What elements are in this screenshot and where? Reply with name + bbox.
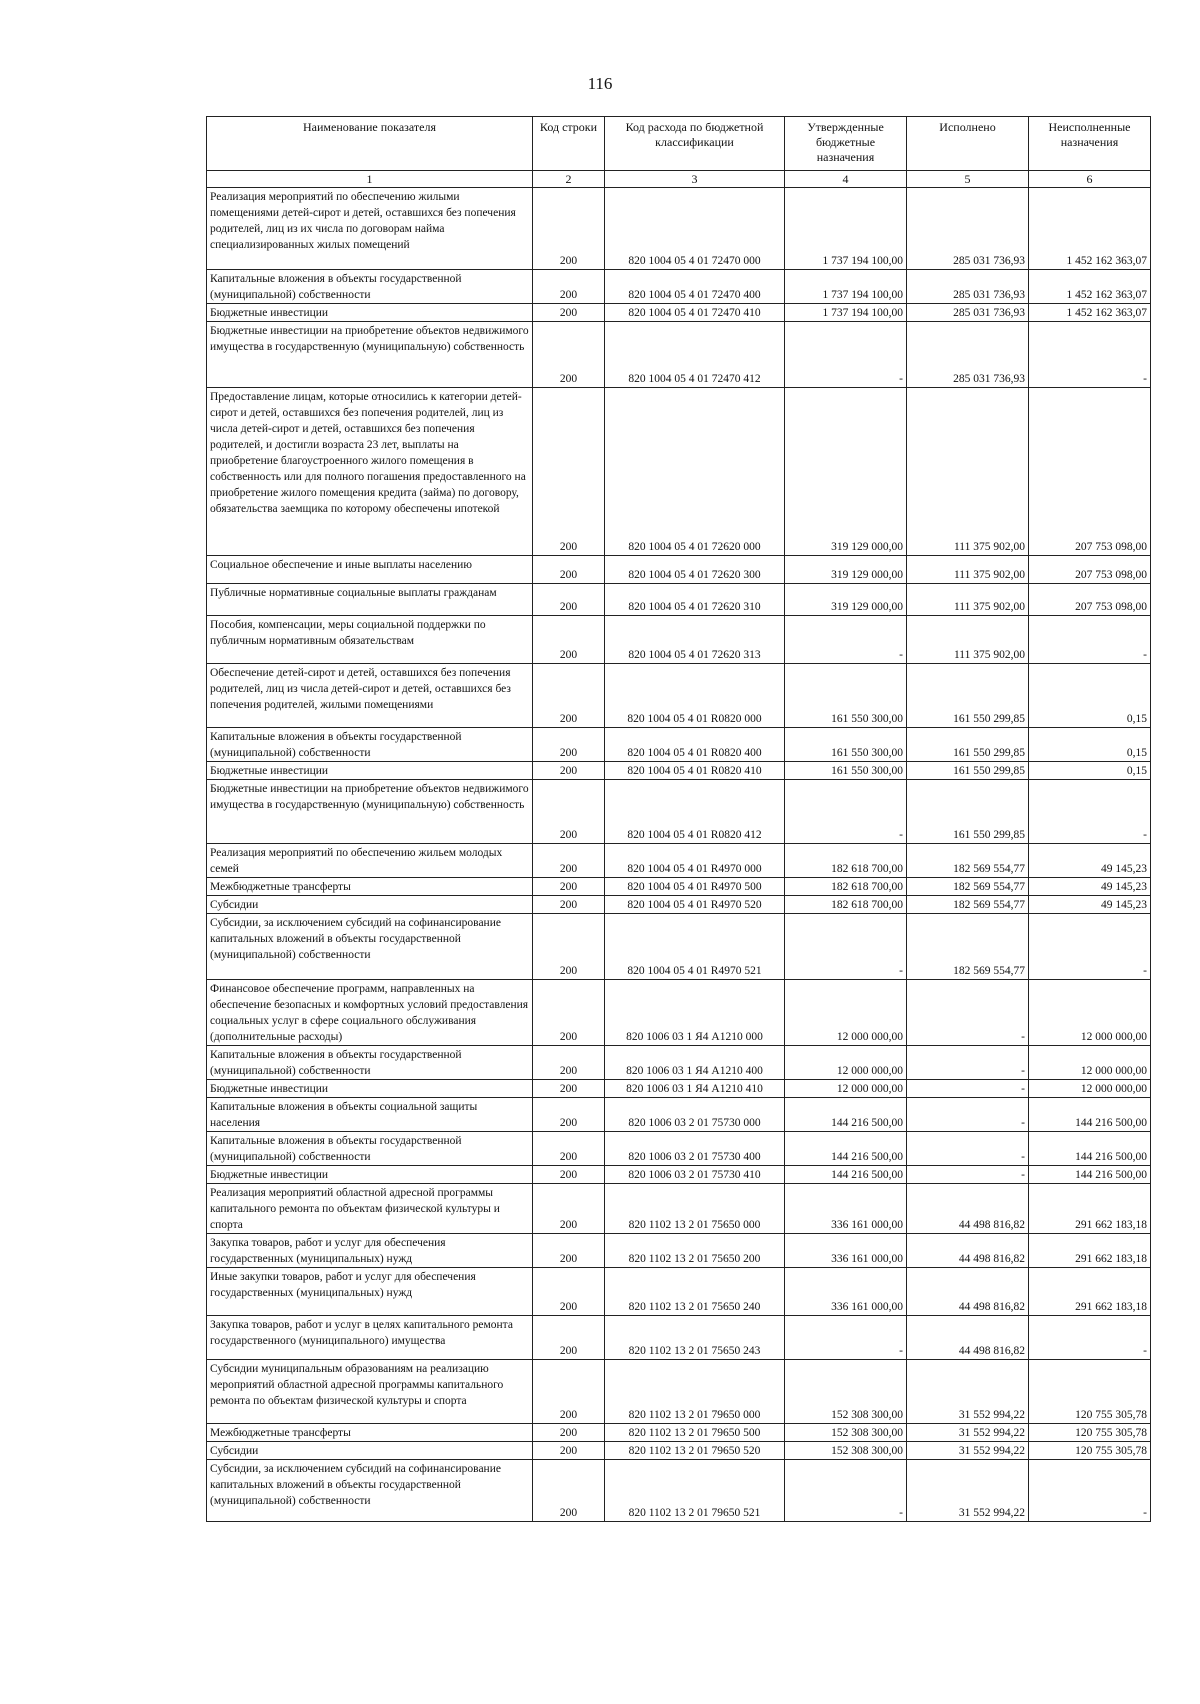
row-unexecuted-amount: 207 753 098,00 xyxy=(1029,556,1151,584)
row-line-code: 200 xyxy=(533,322,605,388)
row-unexecuted-amount: 1 452 162 363,07 xyxy=(1029,304,1151,322)
row-name: Обеспечение детей-сирот и детей, оставшихся без попечения родителей, лиц из числа детей-сирот и детей, оставшихся без попечения родителей, жилыми помещениями xyxy=(207,664,533,728)
row-name: Реализация мероприятий по обеспечению жильем молодых семей xyxy=(207,844,533,878)
table-row xyxy=(207,1184,1151,1234)
col-header-approved: Утвержденные бюджетные назначения xyxy=(785,117,907,171)
row-unexecuted-amount: - xyxy=(1029,1460,1151,1522)
row-name: Субсидии, за исключением субсидий на софинансирование капитальных вложений в объекты государственной (муниципальной) собственности xyxy=(207,914,533,980)
table-row xyxy=(207,664,1151,728)
row-executed-amount: 285 031 736,93 xyxy=(907,322,1029,388)
row-unexecuted-amount: 207 753 098,00 xyxy=(1029,584,1151,616)
row-line-code: 200 xyxy=(533,762,605,780)
row-approved-amount: 152 308 300,00 xyxy=(785,1360,907,1424)
row-line-code: 200 xyxy=(533,188,605,270)
table-row xyxy=(207,1442,1151,1460)
row-approved-amount: - xyxy=(785,322,907,388)
table-row xyxy=(207,1046,1151,1080)
row-classification-code: 820 1004 05 4 01 72470 412 xyxy=(605,322,785,388)
row-name: Субсидии, за исключением субсидий на софинансирование капитальных вложений в объекты государственной (муниципальной) собственности xyxy=(207,1460,533,1522)
row-classification-code: 820 1004 05 4 01 R0820 412 xyxy=(605,780,785,844)
row-classification-code: 820 1102 13 2 01 75650 243 xyxy=(605,1316,785,1360)
row-name: Бюджетные инвестиции xyxy=(207,1080,533,1098)
row-line-code: 200 xyxy=(533,1316,605,1360)
table-row xyxy=(207,556,1151,584)
row-line-code: 200 xyxy=(533,304,605,322)
row-executed-amount: 111 375 902,00 xyxy=(907,388,1029,556)
table-row xyxy=(207,762,1151,780)
row-unexecuted-amount: 144 216 500,00 xyxy=(1029,1166,1151,1184)
row-approved-amount: 12 000 000,00 xyxy=(785,980,907,1046)
row-approved-amount: 319 129 000,00 xyxy=(785,556,907,584)
row-unexecuted-amount: 0,15 xyxy=(1029,664,1151,728)
table-row xyxy=(207,1098,1151,1132)
row-unexecuted-amount: 49 145,23 xyxy=(1029,844,1151,878)
row-name: Бюджетные инвестиции на приобретение объектов недвижимого имущества в государственную (муниципальную) собственность xyxy=(207,780,533,844)
row-classification-code: 820 1004 05 4 01 R0820 000 xyxy=(605,664,785,728)
row-approved-amount: 336 161 000,00 xyxy=(785,1234,907,1268)
row-unexecuted-amount: - xyxy=(1029,616,1151,664)
row-unexecuted-amount: 12 000 000,00 xyxy=(1029,980,1151,1046)
row-line-code: 200 xyxy=(533,1080,605,1098)
row-executed-amount: - xyxy=(907,980,1029,1046)
row-classification-code: 820 1004 05 4 01 72620 313 xyxy=(605,616,785,664)
table-row xyxy=(207,878,1151,896)
column-number: 4 xyxy=(785,171,907,188)
table-row xyxy=(207,1360,1151,1424)
row-name: Капитальные вложения в объекты государственной (муниципальной) собственности xyxy=(207,728,533,762)
row-approved-amount: 161 550 300,00 xyxy=(785,728,907,762)
row-executed-amount: 182 569 554,77 xyxy=(907,844,1029,878)
row-unexecuted-amount: 291 662 183,18 xyxy=(1029,1234,1151,1268)
column-number: 2 xyxy=(533,171,605,188)
column-number-row xyxy=(207,171,1151,188)
row-executed-amount: 111 375 902,00 xyxy=(907,584,1029,616)
table-row xyxy=(207,1234,1151,1268)
table-row xyxy=(207,844,1151,878)
table-row xyxy=(207,304,1151,322)
row-name: Закупка товаров, работ и услуг в целях капитального ремонта государственного (муниципального) имущества xyxy=(207,1316,533,1360)
row-approved-amount: 319 129 000,00 xyxy=(785,388,907,556)
row-name: Иные закупки товаров, работ и услуг для обеспечения государственных (муниципальных) нужд xyxy=(207,1268,533,1316)
row-approved-amount: 161 550 300,00 xyxy=(785,664,907,728)
row-executed-amount: 161 550 299,85 xyxy=(907,762,1029,780)
row-unexecuted-amount: 120 755 305,78 xyxy=(1029,1442,1151,1460)
row-executed-amount: 31 552 994,22 xyxy=(907,1460,1029,1522)
row-approved-amount: 1 737 194 100,00 xyxy=(785,304,907,322)
table-row xyxy=(207,1424,1151,1442)
row-line-code: 200 xyxy=(533,664,605,728)
row-line-code: 200 xyxy=(533,1360,605,1424)
row-name: Бюджетные инвестиции xyxy=(207,304,533,322)
row-line-code: 200 xyxy=(533,616,605,664)
row-unexecuted-amount: 291 662 183,18 xyxy=(1029,1268,1151,1316)
row-name: Межбюджетные трансферты xyxy=(207,1424,533,1442)
row-name: Финансовое обеспечение программ, направленных на обеспечение безопасных и комфортных условий предоставления социальных услуг в сфере социального обслуживания (дополнительные расходы) xyxy=(207,980,533,1046)
row-executed-amount: 44 498 816,82 xyxy=(907,1316,1029,1360)
col-header-name: Наименование показателя xyxy=(207,117,533,171)
row-classification-code: 820 1004 05 4 01 R4970 520 xyxy=(605,896,785,914)
row-unexecuted-amount: 291 662 183,18 xyxy=(1029,1184,1151,1234)
row-executed-amount: 161 550 299,85 xyxy=(907,780,1029,844)
row-classification-code: 820 1004 05 4 01 72470 410 xyxy=(605,304,785,322)
table-row xyxy=(207,1132,1151,1166)
col-header-classification-code: Код расхода по бюджетной классификации xyxy=(605,117,785,171)
row-approved-amount: 144 216 500,00 xyxy=(785,1166,907,1184)
row-line-code: 200 xyxy=(533,1424,605,1442)
row-classification-code: 820 1004 05 4 01 72470 400 xyxy=(605,270,785,304)
row-unexecuted-amount: 1 452 162 363,07 xyxy=(1029,270,1151,304)
row-line-code: 200 xyxy=(533,1132,605,1166)
table-row xyxy=(207,270,1151,304)
row-approved-amount: 144 216 500,00 xyxy=(785,1098,907,1132)
row-classification-code: 820 1004 05 4 01 R0820 410 xyxy=(605,762,785,780)
row-classification-code: 820 1102 13 2 01 75650 200 xyxy=(605,1234,785,1268)
row-line-code: 200 xyxy=(533,1442,605,1460)
row-approved-amount: - xyxy=(785,616,907,664)
table-row xyxy=(207,1080,1151,1098)
row-line-code: 200 xyxy=(533,556,605,584)
row-name: Бюджетные инвестиции xyxy=(207,1166,533,1184)
row-approved-amount: 336 161 000,00 xyxy=(785,1268,907,1316)
row-approved-amount: 182 618 700,00 xyxy=(785,878,907,896)
row-line-code: 200 xyxy=(533,728,605,762)
row-name: Субсидии xyxy=(207,1442,533,1460)
row-unexecuted-amount: - xyxy=(1029,914,1151,980)
row-classification-code: 820 1004 05 4 01 R4970 000 xyxy=(605,844,785,878)
row-unexecuted-amount: 49 145,23 xyxy=(1029,878,1151,896)
row-name: Реализация мероприятий областной адресной программы капитального ремонта по объектам физической культуры и спорта xyxy=(207,1184,533,1234)
row-unexecuted-amount: - xyxy=(1029,780,1151,844)
row-name: Публичные нормативные социальные выплаты гражданам xyxy=(207,584,533,616)
table-row xyxy=(207,914,1151,980)
row-classification-code: 820 1004 05 4 01 R4970 521 xyxy=(605,914,785,980)
row-unexecuted-amount: 120 755 305,78 xyxy=(1029,1424,1151,1442)
row-line-code: 200 xyxy=(533,844,605,878)
row-name: Пособия, компенсации, меры социальной поддержки по публичным нормативным обязательствам xyxy=(207,616,533,664)
row-name: Капитальные вложения в объекты государственной (муниципальной) собственности xyxy=(207,1132,533,1166)
row-name: Капитальные вложения в объекты государственной (муниципальной) собственности xyxy=(207,270,533,304)
table-row xyxy=(207,388,1151,556)
row-line-code: 200 xyxy=(533,1166,605,1184)
column-number: 1 xyxy=(207,171,533,188)
row-executed-amount: - xyxy=(907,1098,1029,1132)
row-executed-amount: 285 031 736,93 xyxy=(907,270,1029,304)
row-classification-code: 820 1004 05 4 01 72620 000 xyxy=(605,388,785,556)
table-row xyxy=(207,980,1151,1046)
row-executed-amount: 161 550 299,85 xyxy=(907,728,1029,762)
row-executed-amount: 44 498 816,82 xyxy=(907,1234,1029,1268)
row-line-code: 200 xyxy=(533,1234,605,1268)
row-line-code: 200 xyxy=(533,896,605,914)
row-unexecuted-amount: 49 145,23 xyxy=(1029,896,1151,914)
row-executed-amount: 31 552 994,22 xyxy=(907,1360,1029,1424)
row-executed-amount: - xyxy=(907,1166,1029,1184)
row-classification-code: 820 1004 05 4 01 R0820 400 xyxy=(605,728,785,762)
row-name: Капитальные вложения в объекты социальной защиты населения xyxy=(207,1098,533,1132)
row-line-code: 200 xyxy=(533,780,605,844)
row-executed-amount: 111 375 902,00 xyxy=(907,556,1029,584)
row-line-code: 200 xyxy=(533,388,605,556)
row-line-code: 200 xyxy=(533,980,605,1046)
row-classification-code: 820 1006 03 1 Я4 А1210 410 xyxy=(605,1080,785,1098)
row-approved-amount: 161 550 300,00 xyxy=(785,762,907,780)
row-executed-amount: 182 569 554,77 xyxy=(907,896,1029,914)
row-classification-code: 820 1006 03 2 01 75730 400 xyxy=(605,1132,785,1166)
row-approved-amount: 1 737 194 100,00 xyxy=(785,188,907,270)
row-classification-code: 820 1102 13 2 01 79650 520 xyxy=(605,1442,785,1460)
page-number: 116 xyxy=(587,74,613,93)
table-row xyxy=(207,322,1151,388)
table-row xyxy=(207,1316,1151,1360)
row-executed-amount: 31 552 994,22 xyxy=(907,1424,1029,1442)
row-approved-amount: 182 618 700,00 xyxy=(785,844,907,878)
row-approved-amount: 152 308 300,00 xyxy=(785,1424,907,1442)
row-classification-code: 820 1102 13 2 01 79650 500 xyxy=(605,1424,785,1442)
row-line-code: 200 xyxy=(533,270,605,304)
row-name: Реализация мероприятий по обеспечению жилыми помещениями детей-сирот и детей, оставшихся без попечения родителей, лиц из их числа по договорам найма специализированных жилых помещений xyxy=(207,188,533,270)
table-row xyxy=(207,728,1151,762)
row-approved-amount: 12 000 000,00 xyxy=(785,1046,907,1080)
header-row xyxy=(207,117,1151,171)
row-line-code: 200 xyxy=(533,1460,605,1522)
row-executed-amount: - xyxy=(907,1132,1029,1166)
row-executed-amount: - xyxy=(907,1080,1029,1098)
row-approved-amount: 12 000 000,00 xyxy=(785,1080,907,1098)
row-name: Предоставление лицам, которые относились к категории детей-сирот и детей, оставшихся без попечения родителей, лиц из числа детей-сирот и детей, оставшихся без попечения родителей, и достигли возраста 23 лет, выплаты на приобретение благоустроенного жилого помещения в собственность или для полного погашения предоставленного на приобретение жилого помещения кредита (займа) по договору, обязательства заемщика по которому обеспечены ипотекой xyxy=(207,388,533,556)
row-line-code: 200 xyxy=(533,1268,605,1316)
budget-execution-table xyxy=(206,116,1151,1522)
table-row xyxy=(207,1268,1151,1316)
row-unexecuted-amount: - xyxy=(1029,322,1151,388)
row-executed-amount: 285 031 736,93 xyxy=(907,304,1029,322)
row-name: Закупка товаров, работ и услуг для обеспечения государственных (муниципальных) нужд xyxy=(207,1234,533,1268)
row-name: Межбюджетные трансферты xyxy=(207,878,533,896)
row-classification-code: 820 1004 05 4 01 R4970 500 xyxy=(605,878,785,896)
row-unexecuted-amount: 12 000 000,00 xyxy=(1029,1080,1151,1098)
row-classification-code: 820 1102 13 2 01 75650 240 xyxy=(605,1268,785,1316)
row-approved-amount: 1 737 194 100,00 xyxy=(785,270,907,304)
row-name: Бюджетные инвестиции на приобретение объектов недвижимого имущества в государственную (муниципальную) собственность xyxy=(207,322,533,388)
row-executed-amount: 182 569 554,77 xyxy=(907,878,1029,896)
row-line-code: 200 xyxy=(533,1184,605,1234)
row-line-code: 200 xyxy=(533,878,605,896)
row-classification-code: 820 1006 03 1 Я4 А1210 400 xyxy=(605,1046,785,1080)
row-name: Субсидии xyxy=(207,896,533,914)
row-executed-amount: 44 498 816,82 xyxy=(907,1268,1029,1316)
table-row xyxy=(207,188,1151,270)
row-classification-code: 820 1102 13 2 01 79650 521 xyxy=(605,1460,785,1522)
row-approved-amount: - xyxy=(785,1316,907,1360)
row-unexecuted-amount: - xyxy=(1029,1316,1151,1360)
row-approved-amount: 182 618 700,00 xyxy=(785,896,907,914)
row-unexecuted-amount: 12 000 000,00 xyxy=(1029,1046,1151,1080)
row-approved-amount: 144 216 500,00 xyxy=(785,1132,907,1166)
row-name: Субсидии муниципальным образованиям на реализацию мероприятий областной адресной программы капитального ремонта по объектам физической культуры и спорта xyxy=(207,1360,533,1424)
row-executed-amount: 44 498 816,82 xyxy=(907,1184,1029,1234)
row-unexecuted-amount: 207 753 098,00 xyxy=(1029,388,1151,556)
column-number: 5 xyxy=(907,171,1029,188)
row-executed-amount: 31 552 994,22 xyxy=(907,1442,1029,1460)
row-classification-code: 820 1004 05 4 01 72620 310 xyxy=(605,584,785,616)
row-approved-amount: - xyxy=(785,914,907,980)
row-approved-amount: 319 129 000,00 xyxy=(785,584,907,616)
row-line-code: 200 xyxy=(533,584,605,616)
row-name: Бюджетные инвестиции xyxy=(207,762,533,780)
table-row xyxy=(207,1460,1151,1522)
row-approved-amount: 152 308 300,00 xyxy=(785,1442,907,1460)
row-classification-code: 820 1102 13 2 01 75650 000 xyxy=(605,1184,785,1234)
row-unexecuted-amount: 0,15 xyxy=(1029,728,1151,762)
row-name: Капитальные вложения в объекты государственной (муниципальной) собственности xyxy=(207,1046,533,1080)
row-line-code: 200 xyxy=(533,1046,605,1080)
col-header-executed: Исполнено xyxy=(907,117,1029,171)
row-executed-amount: 161 550 299,85 xyxy=(907,664,1029,728)
table-row xyxy=(207,584,1151,616)
row-unexecuted-amount: 144 216 500,00 xyxy=(1029,1098,1151,1132)
row-classification-code: 820 1006 03 2 01 75730 410 xyxy=(605,1166,785,1184)
row-executed-amount: 182 569 554,77 xyxy=(907,914,1029,980)
row-classification-code: 820 1004 05 4 01 72620 300 xyxy=(605,556,785,584)
col-header-line-code: Код строки xyxy=(533,117,605,171)
column-number: 3 xyxy=(605,171,785,188)
row-classification-code: 820 1004 05 4 01 72470 000 xyxy=(605,188,785,270)
row-unexecuted-amount: 0,15 xyxy=(1029,762,1151,780)
table-row xyxy=(207,1166,1151,1184)
row-line-code: 200 xyxy=(533,1098,605,1132)
column-number: 6 xyxy=(1029,171,1151,188)
row-classification-code: 820 1006 03 2 01 75730 000 xyxy=(605,1098,785,1132)
table-row xyxy=(207,896,1151,914)
row-unexecuted-amount: 1 452 162 363,07 xyxy=(1029,188,1151,270)
row-unexecuted-amount: 144 216 500,00 xyxy=(1029,1132,1151,1166)
row-classification-code: 820 1102 13 2 01 79650 000 xyxy=(605,1360,785,1424)
row-name: Социальное обеспечение и иные выплаты населению xyxy=(207,556,533,584)
col-header-unexecuted: Неисполненные назначения xyxy=(1029,117,1151,171)
row-approved-amount: 336 161 000,00 xyxy=(785,1184,907,1234)
row-executed-amount: 285 031 736,93 xyxy=(907,188,1029,270)
row-line-code: 200 xyxy=(533,914,605,980)
row-classification-code: 820 1006 03 1 Я4 А1210 000 xyxy=(605,980,785,1046)
row-approved-amount: - xyxy=(785,780,907,844)
row-executed-amount: - xyxy=(907,1046,1029,1080)
row-executed-amount: 111 375 902,00 xyxy=(907,616,1029,664)
row-unexecuted-amount: 120 755 305,78 xyxy=(1029,1360,1151,1424)
table-row xyxy=(207,616,1151,664)
table-row xyxy=(207,780,1151,844)
row-approved-amount: - xyxy=(785,1460,907,1522)
